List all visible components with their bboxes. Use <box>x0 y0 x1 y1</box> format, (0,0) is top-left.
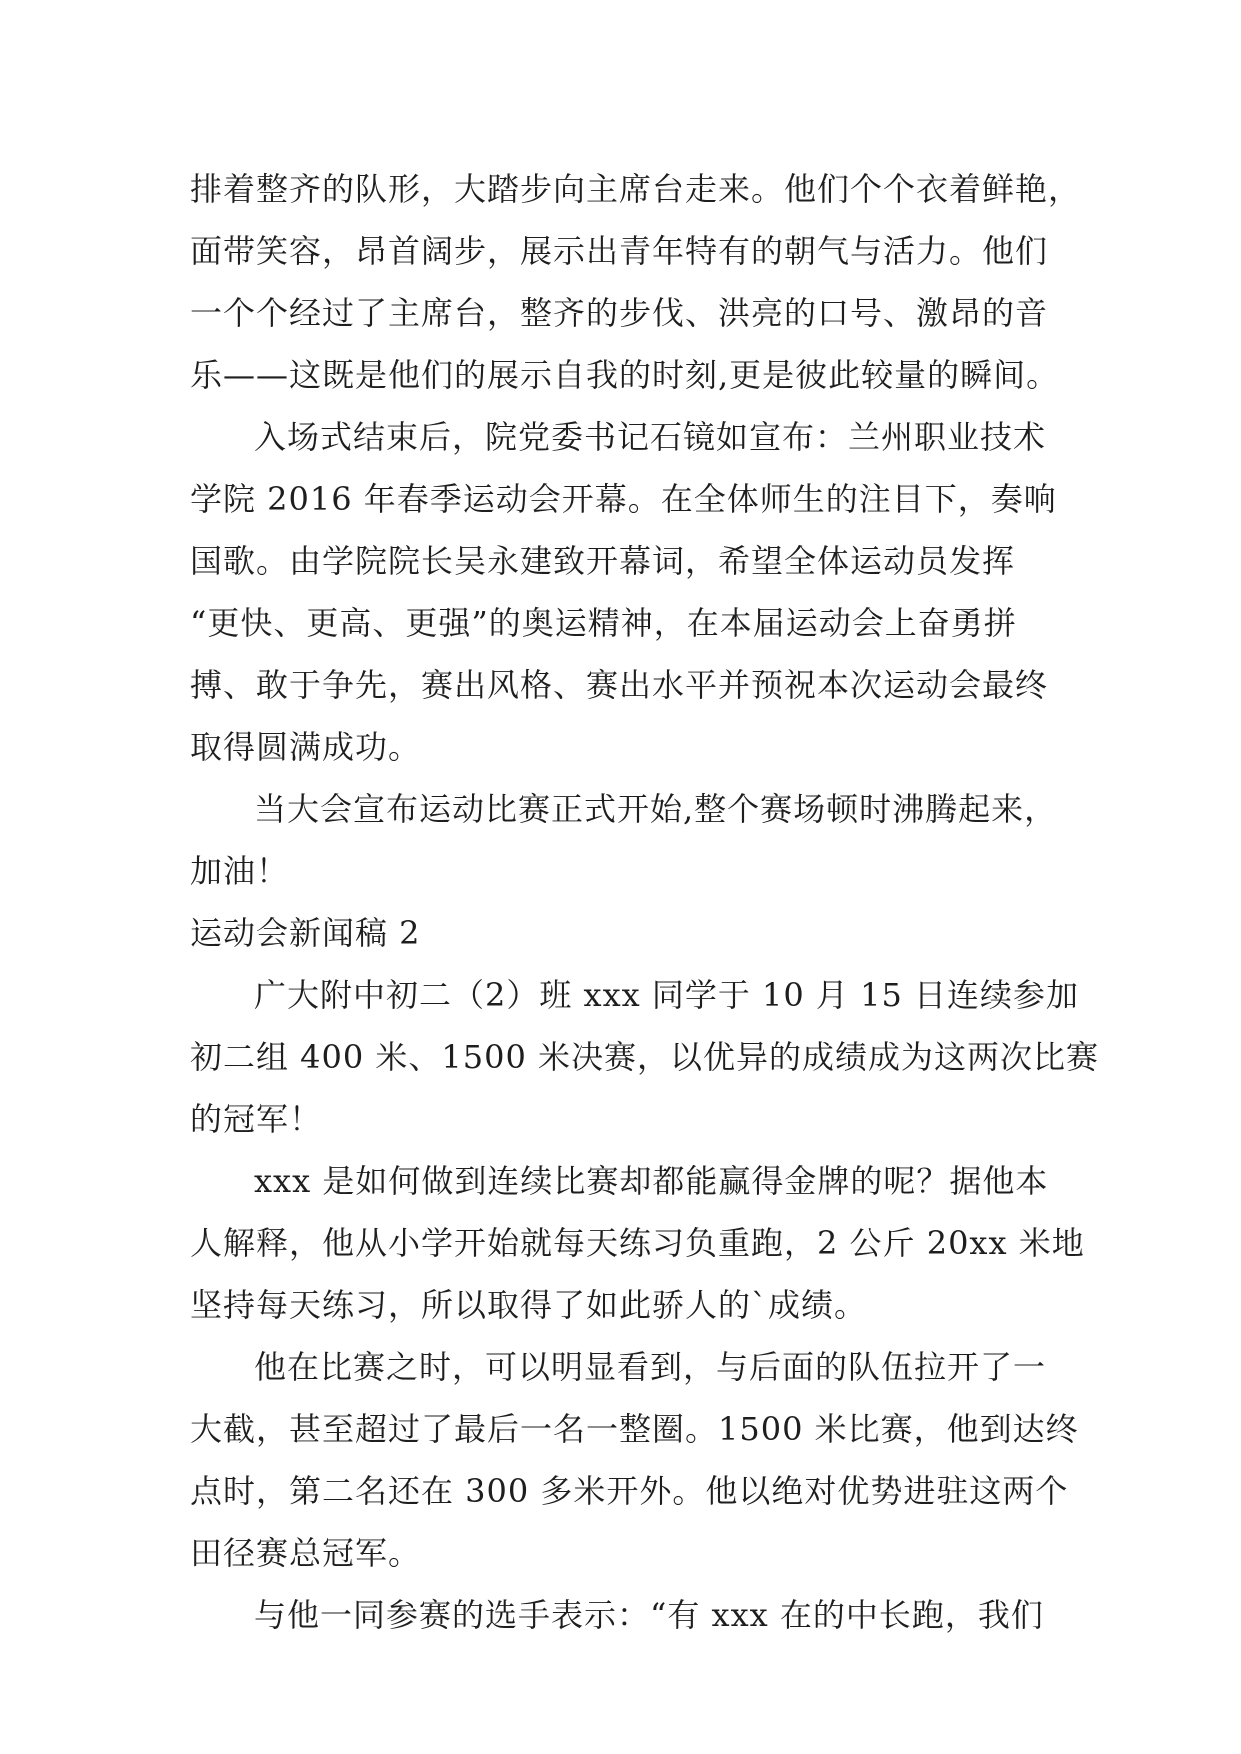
section-heading <box>190 902 1056 964</box>
text-line: 与他一同参赛的选手表示：“有 xxx 在的中长跑，我们 <box>254 1596 1044 1634</box>
paragraph-competitor-quote <box>190 1584 1056 1646</box>
text-line: xxx 是如何做到连续比赛却都能赢得金牌的呢？据他本 <box>254 1162 1049 1200</box>
text-line: 加油！ <box>190 852 290 890</box>
paragraph-race-lead <box>190 1336 1079 1584</box>
text-line: 搏、敢于争先，赛出风格、赛出水平并预祝本次运动会最终 <box>190 666 1049 704</box>
text-line: “更快、更高、更强”的奥运精神，在本届运动会上奋勇拼 <box>190 604 1017 642</box>
document-body <box>190 158 1100 1646</box>
text-line: 的冠军！ <box>190 1100 323 1138</box>
text-line: 国歌。由学院院长吴永建致开幕词，希望全体运动员发挥 <box>190 542 1016 580</box>
text-line: 坚持每天练习，所以取得了如此骄人的`成绩。 <box>190 1286 868 1324</box>
text-line: 他在比赛之时，可以明显看到，与后面的队伍拉开了一 <box>254 1348 1047 1386</box>
paragraph-competition-start <box>190 778 1056 902</box>
text-line: 取得圆满成功。 <box>190 728 422 766</box>
text-line: 大截，甚至超过了最后一名一整圈。1500 米比赛，他到达终 <box>190 1410 1079 1448</box>
text-line: 广大附中初二（2）班 xxx 同学于 10 月 15 日连续参加 <box>254 976 1079 1014</box>
paragraph-opening-ceremony <box>190 406 1056 778</box>
text-line: 田径赛总冠军。 <box>190 1534 422 1572</box>
paragraph-double-champion <box>190 964 1100 1150</box>
text-line: 学院 2016 年春季运动会开幕。在全体师生的注目下，奏响 <box>190 480 1057 518</box>
paragraph-opening-march <box>190 158 1082 406</box>
text-line: 入场式结束后，院党委书记石镜如宣布：兰州职业技术 <box>254 418 1047 456</box>
text-line: 初二组 400 米、1500 米决赛，以优异的成绩成为这两次比赛 <box>190 1038 1100 1076</box>
text-line: 面带笑容，昂首阔步，展示出青年特有的朝气与活力。他们 <box>190 232 1049 270</box>
text-line: 当大会宣布运动比赛正式开始,整个赛场顿时沸腾起来， <box>254 790 1058 828</box>
section-heading-text: 运动会新闻稿 2 <box>190 914 421 952</box>
text-line: 人解释，他从小学开始就每天练习负重跑，2 公斤 20xx 米地 <box>190 1224 1085 1262</box>
text-line: 排着整齐的队形，大踏步向主席台走来。他们个个衣着鲜艳， <box>190 170 1082 208</box>
text-line: 一个个经过了主席台，整齐的步伐、洪亮的口号、激昂的音 <box>190 294 1049 332</box>
paragraph-training <box>190 1150 1085 1336</box>
text-line: 点时，第二名还在 300 多米开外。他以绝对优势进驻这两个 <box>190 1472 1069 1510</box>
text-line: 乐——这既是他们的展示自我的时刻,更是彼此较量的瞬间。 <box>190 356 1060 394</box>
